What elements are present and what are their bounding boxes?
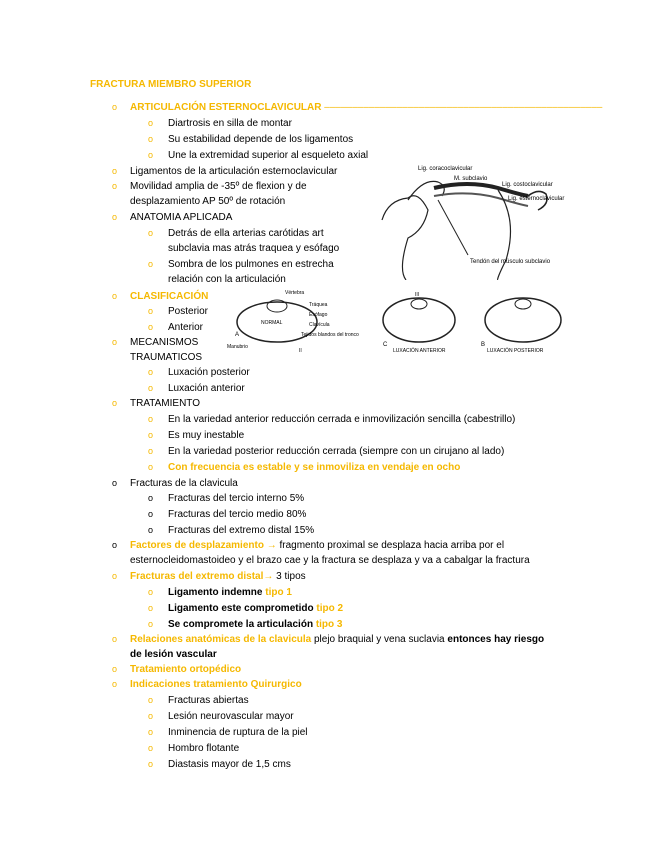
- list-item: Detrás de ella arterias carótidas art: [168, 228, 324, 239]
- list-item: Ligamento este comprometido tipo 2: [168, 603, 344, 614]
- label-manubrio: Manubrio: [227, 344, 248, 350]
- label-traquea: Tráquea: [309, 302, 328, 308]
- list-item: Anterior: [168, 322, 204, 333]
- list-item: Lesión neurovascular mayor: [168, 711, 294, 722]
- bullet-o: o: [148, 446, 154, 456]
- label-esofago: Esófago: [309, 312, 328, 318]
- bullet-o: o: [148, 134, 154, 144]
- label-normal: NORMAL: [261, 320, 283, 326]
- bullet-o: o: [148, 414, 154, 424]
- label-luxacion-posterior: LUXACIÓN POSTERIOR: [487, 348, 544, 354]
- label-vertebra: Vértebra: [285, 290, 305, 296]
- list-item: Une la extremidad superior al esqueleto axial: [168, 150, 369, 161]
- bullet-o: o: [148, 525, 154, 535]
- heading-mecanismos: MECANISMOS: [130, 337, 199, 348]
- vertebra-posterior: [515, 299, 531, 309]
- scapula-outline: [382, 196, 428, 280]
- list-item: Fracturas del tercio interno 5%: [168, 493, 305, 504]
- heading-clasificacion: CLASIFICACIÓN: [130, 291, 209, 302]
- relaciones-anatomicas-cont: de lesión vascular: [130, 649, 217, 660]
- list-item: Hombro flotante: [168, 743, 240, 754]
- bullet-o: o: [148, 509, 154, 519]
- bullet-o: o: [112, 102, 118, 112]
- list-item: Es muy inestable: [168, 430, 245, 441]
- luxation-classification-figure: [225, 286, 575, 358]
- label-B: B: [481, 342, 486, 348]
- factores-desplazamiento-cont: esternocleidomastoideo y el brazo cae y la fractura se desplaza y va a cabalgar la fractura: [130, 555, 530, 566]
- list-item: Posterior: [168, 306, 209, 317]
- heading-articulacion: ARTICULACIÓN ESTERNOCLAVICULAR ––––––––––––––––––––––––––––––––––––––––––––––––––: [130, 102, 603, 113]
- bullet-o: o: [112, 166, 118, 176]
- list-item: Diartrosis en silla de montar: [168, 118, 292, 129]
- list-item-cont: subclavia mas atrás traquea y esófago: [168, 243, 340, 254]
- page-title: FRACTURA MIEMBRO SUPERIOR: [90, 79, 252, 90]
- list-item: Fracturas del extremo distal 15%: [168, 525, 315, 536]
- vertebra-anterior: [411, 299, 427, 309]
- bullet-o: o: [148, 118, 154, 128]
- list-item: Fracturas abiertas: [168, 695, 249, 706]
- first-rib: [498, 190, 511, 280]
- bullet-o: o: [112, 634, 118, 644]
- bullet-o: o: [112, 337, 118, 347]
- relaciones-anatomicas: Relaciones anatómicas de la clavicula plejo braquial y vena suclavia entonces hay riesgo: [130, 634, 545, 645]
- list-item: Sombra de los pulmones en estrecha: [168, 259, 334, 270]
- tendon: [438, 200, 468, 255]
- list-item: En la variedad anterior reducción cerrada e inmovilización sencilla (cabestrillo): [168, 414, 516, 425]
- bullet-o: o: [112, 540, 118, 550]
- label-A: A: [235, 332, 240, 338]
- heading-tratamiento: TRATAMIENTO: [130, 398, 200, 409]
- list-item: Inminencia de ruptura de la piel: [168, 727, 308, 738]
- list-item: Diastasis mayor de 1,5 cms: [168, 759, 291, 770]
- bullet-o: o: [148, 759, 154, 769]
- bullet-o: o: [112, 398, 118, 408]
- heading-fracturas: Fracturas de la clavicula: [130, 478, 238, 489]
- list-item-cont: desplazamiento AP 50º de rotación: [130, 196, 286, 207]
- bullet-o: o: [148, 587, 154, 597]
- bullet-o: o: [148, 306, 154, 316]
- bullet-o: o: [112, 181, 118, 191]
- bullet-o: o: [148, 367, 154, 377]
- list-item: Ligamentos de la articulación esternoclavicular: [130, 166, 338, 177]
- bullet-o: o: [148, 603, 154, 613]
- factores-desplazamiento: Factores de desplazamiento → fragmento proximal se desplaza hacia arriba por el: [130, 540, 505, 551]
- bullet-o: o: [148, 743, 154, 753]
- indicaciones-quirurgico: Indicaciones tratamiento Quirurgico: [130, 679, 302, 690]
- label-C: C: [383, 342, 388, 348]
- bullet-o: o: [148, 322, 154, 332]
- list-item: En la variedad posterior reducción cerrada (siempre con un cirujano al lado): [168, 446, 505, 457]
- bullet-o: o: [148, 430, 154, 440]
- fracturas-extremo-distal: Fracturas del extremo distal→ 3 tipos: [130, 571, 306, 582]
- label-coracoclavicular: Lig. coracoclavicular: [418, 166, 473, 172]
- bullet-o: o: [112, 679, 118, 689]
- label-II: II: [299, 348, 302, 354]
- label-subclavio: M. subclavio: [454, 176, 488, 182]
- label-tendon: Tendón del músculo subclavio: [470, 259, 551, 265]
- bullet-o: o: [148, 493, 154, 503]
- label-clavicula: Clavícula: [309, 322, 330, 328]
- list-item: Luxación anterior: [168, 383, 245, 394]
- bullet-o: o: [148, 462, 154, 472]
- bullet-o: o: [148, 383, 154, 393]
- bullet-o: o: [148, 619, 154, 629]
- shoulder-ligament-figure: [378, 160, 576, 280]
- bullet-o: o: [148, 259, 154, 269]
- label-luxacion-anterior: LUXACIÓN ANTERIOR: [393, 348, 446, 354]
- bullet-o: o: [112, 664, 118, 674]
- posterior-thorax: [485, 298, 561, 342]
- label-costoclavicular: Lig. costoclavicular: [502, 182, 553, 188]
- bullet-o: o: [148, 150, 154, 160]
- label-tejidos: Tejidos blandos del tronco: [301, 332, 359, 338]
- list-item: Con frecuencia es estable y se inmoviliza en vendaje en ocho: [168, 462, 461, 473]
- label-esternoclavicular: Lig. esternoclavicular: [508, 196, 565, 202]
- bullet-o: o: [112, 212, 118, 222]
- list-item: Movilidad amplia de -35º de flexion y de: [130, 181, 307, 192]
- heading-anatomia: ANATOMIA APLICADA: [130, 212, 233, 223]
- heading-mecanismos-cont: TRAUMATICOS: [130, 352, 203, 363]
- bullet-o: o: [148, 727, 154, 737]
- bullet-o: o: [112, 478, 118, 488]
- anterior-thorax: [383, 298, 455, 342]
- list-item: Fracturas del tercio medio 80%: [168, 509, 307, 520]
- list-item: Se compromete la articulación tipo 3: [168, 619, 343, 630]
- tratamiento-ortopedico: Tratamiento ortopédico: [130, 664, 242, 675]
- list-item: Ligamento indemne tipo 1: [168, 587, 292, 598]
- label-III: III: [415, 292, 420, 298]
- bullet-o: o: [148, 695, 154, 705]
- bullet-o: o: [148, 711, 154, 721]
- list-item: Luxación posterior: [168, 367, 250, 378]
- bullet-o: o: [148, 228, 154, 238]
- list-item: Su estabilidad depende de los ligamentos: [168, 134, 354, 145]
- acromion-outline: [408, 181, 444, 200]
- list-item-cont: relación con la articulación: [168, 274, 286, 285]
- bullet-o: o: [112, 291, 118, 301]
- bullet-o: o: [112, 571, 118, 581]
